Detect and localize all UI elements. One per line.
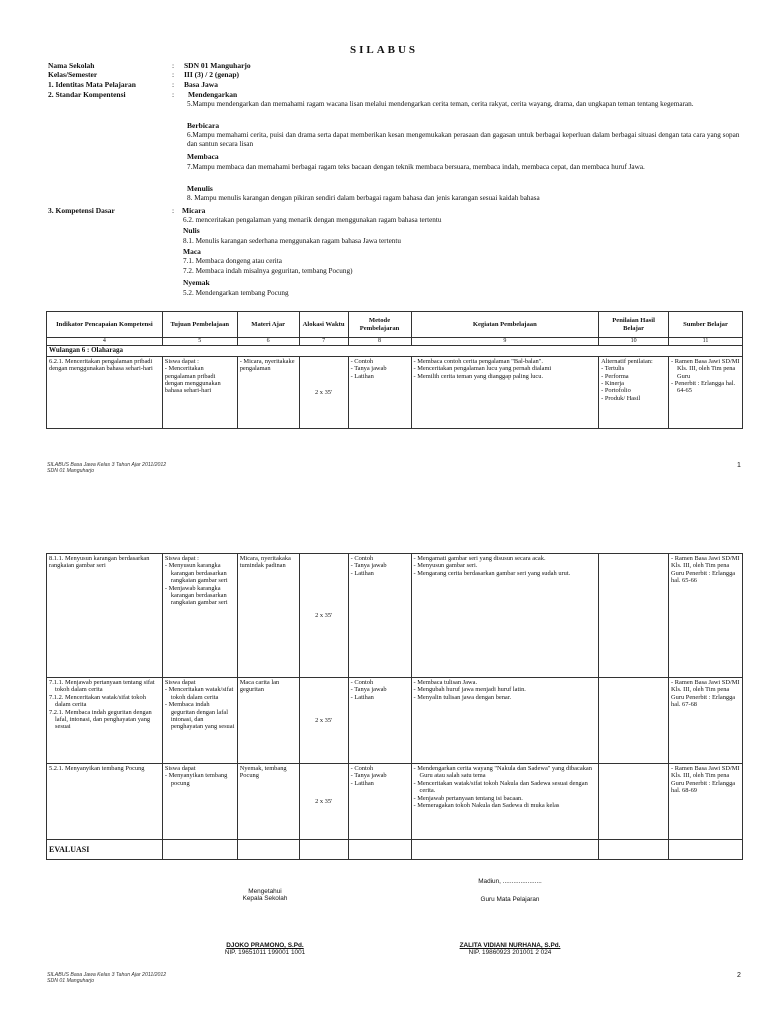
standard-5: 5.Mampu mendengarkan dan memahami ragam wacana lisan melalui mendengarkan cerita teman, cerita rakyat, cerita wayang, drama, dan ungkapan teman tentang kegemaran.: [187, 100, 694, 108]
indicator-cell: 6.2.1. Menceritakan pengalaman pribadi dengan menggunakan bahasa sehari-hari: [47, 356, 163, 428]
assessment-cell: [599, 678, 669, 764]
method-cell: [348, 554, 411, 678]
indicator-cell: 8.1.1. Menyusun karangan berdasarkan rangkaian gambar seri: [47, 554, 163, 678]
principal-name-block: [180, 942, 350, 956]
assessment-item: - Portofolio: [601, 387, 631, 395]
method-text: Latihan: [354, 779, 374, 787]
method-item: - Tanya jawab: [350, 686, 387, 694]
objective-head: Siswa dapat: [164, 765, 196, 772]
standard-row: [48, 90, 748, 100]
standard-value: Mendengarkan: [188, 90, 238, 99]
teacher-title: Guru Mata Pelajaran: [480, 896, 540, 903]
teacher-name: ZALITA VIDIANI NURHANA, S.Pd.: [459, 942, 561, 949]
method-item: - Latihan: [350, 372, 374, 380]
method-cell: [348, 678, 411, 764]
time-cell: 2 x 35': [299, 764, 348, 840]
header-cell: Indikator Pencapaian Kompetensi: [47, 312, 163, 338]
activity-cell: [411, 356, 599, 428]
kd-5-2: 5.2. Mendengarkan tembang Pocung: [183, 289, 289, 297]
method-item: - Contoh: [350, 679, 374, 686]
method-text: Contoh: [354, 357, 374, 365]
objective-text: Menceritakan watak/sifat tokoh dalam cerita: [168, 686, 234, 701]
column-number: 7: [299, 338, 348, 346]
kd-micara: Micara: [182, 206, 206, 215]
indicator-item: 7.1.2. Menceritakan watak/sifat tokoh dalam cerita: [49, 693, 146, 709]
standard-label: 2. Standar Kompentensi: [48, 90, 126, 99]
separator: :: [172, 80, 175, 89]
activity-item: - Menceritakan pengalaman lucu yang pernah dialami: [413, 365, 552, 373]
header-cell: Sumber Belajar: [669, 312, 743, 338]
column-number: 4: [47, 338, 163, 346]
empty-cell: [162, 840, 237, 860]
source-cell: - Ramen Basa Jawi SD/MI Kls. III, oleh Tim pena Guru Penerbit : Erlangga hal. 68-69: [669, 764, 743, 840]
source-text: Ramen Basa Jawi SD/MI Kls. III, oleh Tim pena Guru: [674, 357, 740, 380]
activity-text: Menjawab pertanyaan tentang isi bacaan.: [417, 794, 523, 802]
table-row: [47, 678, 743, 764]
source-cell: - Ramen Basa Jawi SD/MI Kls. III, oleh Tim pena Guru Penerbit : Erlangga hal. 67-68: [669, 678, 743, 764]
objective-head: Siswa dapat :: [164, 555, 199, 562]
objective-item: - Menyusun karangka karangan berdasarkan rangkaian gambar seri: [164, 562, 228, 585]
subject-label: 1. Identitas Mata Pelajaran: [48, 80, 136, 89]
assessment-text: Portofolio: [604, 387, 631, 395]
school-value: SDN 01 Manguharjo: [184, 61, 251, 70]
activity-text: Memeragakan tokoh Nakula dan Sadewa di muka kelas: [417, 802, 560, 810]
class-label: Kelas/Semester: [48, 70, 98, 79]
activity-text: Menceritakan pengalaman lucu yang pernah dialami: [417, 365, 552, 373]
kd-7-2: 7.2. Membaca indah misalnya geguritan, tembang Pocung): [183, 267, 353, 275]
kd-7-1: 7.1. Membaca dongeng atau cerita: [183, 257, 282, 265]
assessment-item: - Tertulis: [601, 365, 625, 373]
table-row: [47, 356, 743, 428]
heading-menulis: Menulis: [187, 184, 213, 193]
activity-item: - Menyalin tulisan jawa dengan benar.: [413, 693, 512, 701]
source-item: - Penerbit : Erlangga hal. 64-65: [671, 380, 736, 395]
separator: :: [172, 206, 175, 215]
week-title: Wulangan 6 : Olaharaga: [47, 346, 743, 356]
activity-text: Memilih cerita teman yang dianggap paling lucu.: [417, 372, 544, 380]
method-item: - Latihan: [350, 569, 374, 577]
page-number: 2: [737, 972, 741, 979]
assessment-item: - Kinerja: [601, 380, 625, 388]
empty-cell: [237, 840, 299, 860]
footer-line: SILABUS Basa Jawa Kelas 3 Tahun Ajar 2011/2012: [47, 972, 167, 978]
assessment-text: Kinerja: [604, 380, 625, 388]
source-text: Penerbit : Erlangga hal. 64-65: [674, 380, 736, 395]
subject-value: Basa Jawa: [184, 80, 218, 89]
objective-cell: [162, 678, 237, 764]
empty-cell: [411, 840, 599, 860]
method-item: - Latihan: [350, 779, 374, 787]
objective-text: Membaca indah geguritan dengan lafal intonasi, dan penghayatan yang sesuai: [168, 701, 235, 731]
kd-6-2: 6.2. menceritakan pengalaman yang menarik dengan menggunakan ragam bahasa tertentu: [183, 216, 442, 224]
kd-label: 3. Kompetensi Dasar: [48, 206, 115, 215]
method-text: Latihan: [354, 569, 374, 577]
teacher-signature-block: [430, 878, 590, 903]
column-number: 9: [411, 338, 599, 346]
activity-text: Menyusun gambar seri.: [417, 562, 478, 570]
header-cell: Tujuan Pembelajaan: [162, 312, 237, 338]
activity-item: - Mendengarkan cerita wayang "Nakula dan Sadewa" yang dibacakan Guru atau salah satu tema: [413, 765, 592, 780]
page-number: 1: [737, 462, 741, 469]
activity-item: - Membaca tulisan Jawa.: [413, 679, 478, 686]
objective-text: Menyanyikan tembang pocung: [168, 772, 228, 787]
empty-cell: [669, 840, 743, 860]
method-item: - Latihan: [350, 693, 374, 701]
method-cell: [348, 764, 411, 840]
method-text: Contoh: [354, 765, 374, 772]
column-number: 10: [599, 338, 669, 346]
teacher-nip: NIP. 19860923 201001 2 024: [468, 949, 552, 956]
assessment-text: Produk/ Hasil: [604, 394, 641, 402]
method-item: - Tanya jawab: [350, 772, 387, 780]
method-text: Contoh: [354, 679, 374, 686]
week-row: [47, 346, 743, 356]
objective-cell: [162, 764, 237, 840]
indicator-item: 7.2.1. Membaca indah geguritan dengan lafal, intonasi, dan penghayatan yang sesuai: [49, 708, 152, 731]
assessment-text: Tertulis: [604, 365, 625, 373]
header-cell: Metode Pembelajaran: [348, 312, 411, 338]
header-cell: Kegiatan Pembelajaan: [411, 312, 599, 338]
method-item: - Contoh: [350, 555, 374, 562]
syllabus-table-page1: [46, 311, 743, 429]
material-cell: Nyemak, tembang Pocung: [237, 764, 299, 840]
footer-line: SDN 01 Manguharjo: [47, 468, 95, 475]
column-number: 11: [669, 338, 743, 346]
method-cell: [348, 356, 411, 428]
activity-item: - Menceritakan watak/sifat tokoh Nakula dan Sadewa sesuai dengan cerita.: [413, 779, 588, 795]
empty-cell: [299, 840, 348, 860]
principal-title: Kepala Sekolah: [242, 895, 288, 902]
activity-text: Mengamati gambar seri yang disusun secara acak.: [417, 555, 546, 562]
activity-cell: [411, 554, 599, 678]
standard-8: 8. Mampu menulis karangan dengan pikiran sendiri dalam berbagai ragam bahasa dan jenis karangan sesuai kaidah bahasa: [187, 194, 540, 202]
table-row: [47, 764, 743, 840]
material-cell: Maca carita lan geguritan: [237, 678, 299, 764]
activity-text: Mengarang cerita berdasarkan gambar seri yang sudah urut.: [417, 569, 571, 577]
activity-item: - Mengarang cerita berdasarkan gambar seri yang sudah urut.: [413, 569, 571, 577]
objective-head: Siswa dapat: [164, 679, 196, 686]
source-cell: - Ramen Basa Jawi SD/MI Kls. III, oleh Tim pena Guru Penerbit : Erlangga hal. 65-66: [669, 554, 743, 678]
assessment-text: Performa: [604, 372, 629, 380]
activity-item: - Memilih cerita teman yang dianggap paling lucu.: [413, 372, 544, 380]
school-label: Nama Sekolah: [48, 61, 95, 70]
method-text: Tanya jawab: [354, 562, 387, 570]
column-number: 8: [348, 338, 411, 346]
method-text: Tanya jawab: [354, 772, 387, 780]
time-cell: 2 x 35': [299, 678, 348, 764]
objective-text: - Menceritakan pengalaman pribadi dengan menggunakan bahasa sehari-hari: [164, 365, 221, 395]
footer-line: SDN 01 Manguharjo: [47, 978, 95, 985]
material-cell: Micara, nyeritakaka tumindak padinan: [237, 554, 299, 678]
heading-nulis: Nulis: [183, 226, 200, 235]
separator: :: [172, 70, 175, 79]
indicator-cell: [47, 678, 163, 764]
objective-text: Menjawab karangka karangan berdasarkan rangkaian gambar seri: [168, 584, 228, 607]
method-text: Latihan: [354, 372, 374, 380]
class-row: [48, 70, 748, 80]
evaluation-label: EVALUASI: [47, 840, 163, 860]
method-item: - Tanya jawab: [350, 562, 387, 570]
method-text: Tanya jawab: [354, 365, 387, 373]
page2-footer: [47, 972, 166, 985]
assessment-item: - Performa: [601, 372, 629, 380]
header-cell: Alokasi Waktu: [299, 312, 348, 338]
place-date: Madiun, ......................: [478, 878, 542, 885]
method-item: - Contoh: [350, 765, 374, 772]
objective-item: - Menceritakan watak/sifat tokoh dalam cerita: [164, 686, 234, 701]
assessment-cell: [599, 356, 669, 428]
assessment-item: - Produk/ Hasil: [601, 394, 641, 402]
time-cell: 2 x 35': [299, 554, 348, 678]
activity-item: - Mengamati gambar seri yang disusun secara acak.: [413, 555, 546, 562]
evaluation-row: [47, 840, 743, 860]
activity-text: Mendengarkan cerita wayang "Nakula dan Sadewa" yang dibacakan Guru atau salah satu tema: [417, 765, 592, 780]
assessment-cell: [599, 764, 669, 840]
table-header-row: [47, 312, 743, 338]
activity-item: - Memeragakan tokoh Nakula dan Sadewa di muka kelas: [413, 802, 560, 810]
objective-cell: [162, 554, 237, 678]
heading-maca: Maca: [183, 247, 201, 256]
assessment-head: Alternatif penilaian:: [601, 357, 653, 365]
objective-item: - Menyanyikan tembang pocung: [164, 772, 228, 787]
method-text: Tanya jawab: [354, 686, 387, 694]
activity-item: - Menyusun gambar seri.: [413, 562, 478, 570]
activity-cell: [411, 678, 599, 764]
material-cell: - Micara, nyeritakake pengalaman: [237, 356, 299, 428]
syllabus-table-page2: [46, 553, 743, 860]
standard-7: 7.Mampu membaca dan memahami berbagai ragam teks bacaan dengan teknik membaca bersuara, membaca indah, membaca cepat, dan membaca huruf Jawa.: [187, 163, 645, 171]
heading-membaca: Membaca: [187, 152, 219, 161]
principal-signature-block: [210, 888, 320, 902]
source-item: - Ramen Basa Jawi SD/MI Kls. III, oleh Tim pena Guru: [671, 357, 740, 380]
teacher-name-block: [420, 942, 600, 956]
indicator-cell: 5.2.1. Menyanyikan tembang Pocung: [47, 764, 163, 840]
method-item: - Contoh: [350, 357, 374, 365]
separator: :: [172, 61, 175, 70]
heading-berbicara: Berbicara: [187, 121, 220, 130]
activity-cell: [411, 764, 599, 840]
header-cell: Materi Ajar: [237, 312, 299, 338]
standard-6: 6.Mampu memahami cerita, puisi dan drama serta dapat memberikan kesan mengemukakan perasaan dan gagasan untuk berbagai keperluan dalam berbagai situasi dengan tata cara yang sopan dan santun secara lisan: [187, 131, 740, 148]
method-text: Latihan: [354, 693, 374, 701]
activity-text: Menceritakan watak/sifat tokoh Nakula dan Sadewa sesuai dengan cerita.: [417, 779, 588, 795]
objective-item: - Membaca indah geguritan dengan lafal intonasi, dan penghayatan yang sesuai: [164, 701, 235, 731]
activity-item: - Mengubah huruf jawa menjadi huruf latin.: [413, 686, 526, 694]
source-cell: [669, 356, 743, 428]
activity-text: Membaca tulisan Jawa.: [417, 679, 478, 686]
activity-text: Mengubah huruf jawa menjadi huruf latin.: [417, 686, 526, 694]
column-number-row: [47, 338, 743, 346]
empty-cell: [599, 840, 669, 860]
column-number: 5: [162, 338, 237, 346]
activity-item: - Menjawab pertanyaan tentang isi bacaan.: [413, 794, 523, 802]
page1-footer: [47, 462, 166, 475]
indicator-item: 7.1.1. Menjawab pertanyaan tentang sifat tokoh dalam cerita: [49, 679, 155, 694]
method-item: - Tanya jawab: [350, 365, 387, 373]
assessment-cell: [599, 554, 669, 678]
header-cell: Penilaian Hasil Belajar: [599, 312, 669, 338]
time-cell: 2 x 35': [299, 356, 348, 428]
activity-text: Membaca contoh cerita pengalaman "Bal-balan".: [417, 357, 543, 365]
objective-text: Menyusun karangka karangan berdasarkan rangkaian gambar seri: [168, 562, 228, 585]
objective-item: - Menjawab karangka karangan berdasarkan rangkaian gambar seri: [164, 584, 228, 607]
kd-row: [48, 206, 748, 216]
document-title: SILABUS: [349, 44, 419, 56]
principal-name: DJOKO PRAMONO, S.Pd.: [226, 942, 304, 949]
subject-row: [48, 80, 748, 90]
activity-text: Menyalin tulisan jawa dengan benar.: [417, 693, 512, 701]
heading-nyemak: Nyemak: [183, 278, 210, 287]
principal-nip: NIP. 19651011 199001 1001: [224, 949, 306, 956]
footer-line: SILABUS Basa Jawa Kelas 3 Tahun Ajar 2011/2012: [47, 462, 167, 468]
column-number: 6: [237, 338, 299, 346]
activity-item: - Membaca contoh cerita pengalaman "Bal-balan".: [413, 357, 543, 365]
acknowledged-label: Mengetahui: [248, 888, 282, 895]
method-text: Contoh: [354, 555, 374, 562]
kd-8-1: 8.1. Menulis karangan sederhana menggunakan ragam bahasa Jawa tertentu: [183, 237, 401, 245]
objective-cell: [162, 356, 237, 428]
empty-cell: [348, 840, 411, 860]
class-value: III (3) / 2 (genap): [184, 70, 240, 79]
table-row: [47, 554, 743, 678]
objective-head: Siswa dapat :: [164, 357, 199, 365]
separator: :: [172, 90, 175, 99]
